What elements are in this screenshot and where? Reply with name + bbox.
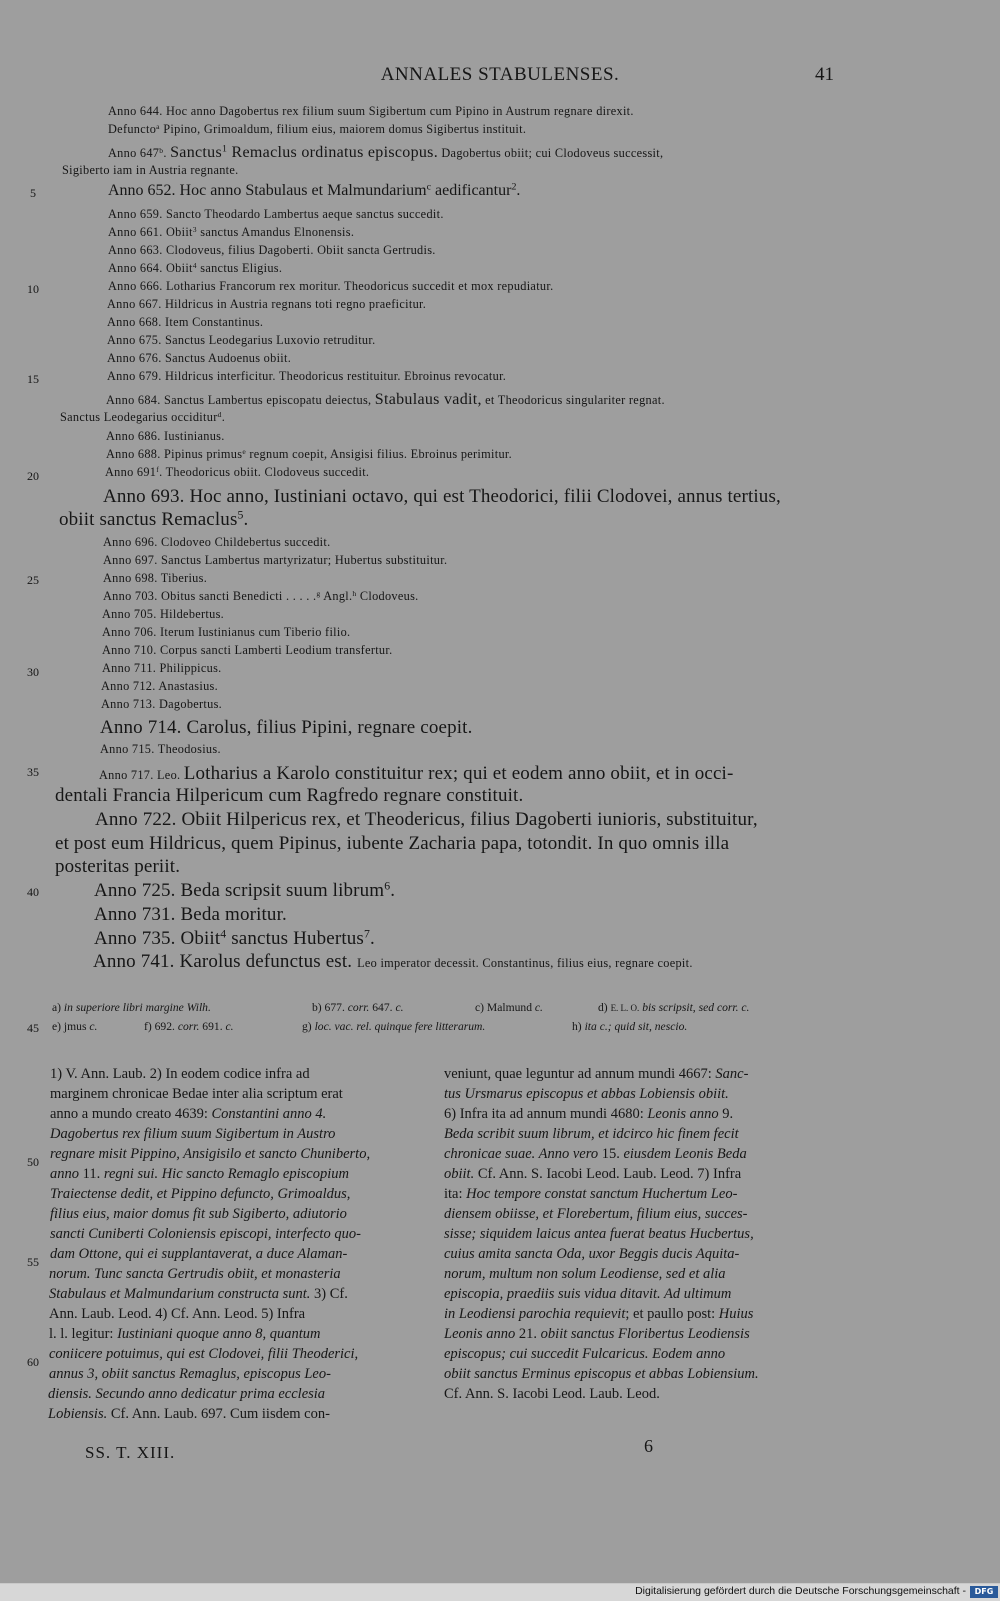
- dfg-logo-icon: DFG: [970, 1586, 998, 1598]
- annal-line: Anno 659. Sancto Theodardo Lambertus aeque sanctus succedit.: [108, 207, 444, 221]
- annal-line: Anno 647$^b$. Sanctus$^1$ Remaclus ordinatus episcopus. Dagobertus obiit; cui Clodoveus successit,: [108, 143, 664, 161]
- annal-line: Anno 644. Hoc anno Dagobertus rex filium suum Sigibertum cum Pipino in Austrum regnare direxit.: [108, 104, 634, 118]
- line-number: 5: [30, 186, 36, 200]
- footnote-line: anno 11. regni sui. Hic sancto Remaglo episcopium: [50, 1166, 349, 1182]
- annal-line: Anno 703. Obitus sancti Benedicti . . . . .$^g$ Angl.$^h$ Clodoveus.: [103, 588, 419, 603]
- annal-line: Anno 663. Clodoveus, filius Dagoberti. Obiit sancta Gertrudis.: [108, 243, 436, 257]
- annal-line: Anno 667. Hildricus in Austria regnans toti regno praeficitur.: [107, 297, 427, 311]
- footnote-line: regnare misit Pippino, Ansigisilo et sancto Chuniberto,: [50, 1146, 371, 1162]
- footnote-line: 6) Infra ita ad annum mundi 4680: Leonis anno 9.: [444, 1106, 734, 1122]
- footnote-line: ita: Hoc tempore constat sanctum Huchertum Leo-: [444, 1186, 738, 1202]
- line-number: 35: [27, 765, 39, 779]
- line-number: 55: [27, 1255, 39, 1269]
- line-number: 50: [27, 1155, 39, 1169]
- line-number: 30: [27, 665, 39, 679]
- footnote-line: Lobiensis. Cf. Ann. Laub. 697. Cum iisdem con-: [48, 1406, 330, 1422]
- footnote-line: coniicere potuimus, qui est Clodovei, filii Theoderici,: [49, 1346, 359, 1362]
- footnote-line: norum, multum non solum Leodiense, sed et alia: [444, 1266, 726, 1282]
- annal-line: Anno 714. Carolus, filius Pipini, regnare coepit.: [100, 717, 473, 738]
- annal-line: Anno 675. Sanctus Leodegarius Luxovio retruditur.: [107, 333, 376, 347]
- footnote-line: sancti Cuniberti Coloniensis episcopi, interfecto quo-: [50, 1226, 361, 1242]
- footnote-line: in Leodiensi parochia requievit; et paullo post: Huius: [444, 1306, 754, 1322]
- annal-line: Anno 676. Sanctus Audoenus obiit.: [107, 351, 292, 365]
- annal-line: Anno 697. Sanctus Lambertus martyrizatur; Hubertus substituitur.: [103, 553, 448, 567]
- annal-line: Anno 731. Beda moritur.: [94, 904, 287, 925]
- footnote-line: obiit sanctus Erminus episcopus et abbas Lobiensium.: [444, 1366, 759, 1382]
- annal-line: Anno 713. Dagobertus.: [101, 697, 223, 711]
- annal-line: obiit sanctus Remaclus$^5$.: [59, 508, 249, 530]
- footnote-line: chronicae suae. Anno vero 15. eiusdem Leonis Beda: [444, 1146, 747, 1162]
- annal-line: Anno 741. Karolus defunctus est. Leo imperator decessit. Constantinus, filius eius, regnare coepit.: [93, 951, 693, 972]
- footnote-line: Leonis anno 21. obiit sanctus Floribertus Leodiensis: [444, 1326, 750, 1342]
- variant-note: c) Malmund c.: [475, 1001, 543, 1014]
- annal-line: Anno 725. Beda scripsit suum librum$^6$.: [94, 879, 396, 901]
- annal-line: Anno 688. Pipinus primus$^e$ regnum coepit, Ansigisi filius. Ebroinus perimitur.: [106, 446, 512, 461]
- annal-line: Anno 715. Theodosius.: [100, 742, 221, 756]
- footnote-line: sisse; siquidem laicus antea fuerat beatus Hucbertus,: [444, 1226, 754, 1242]
- annal-line: Sigiberto iam in Austria regnante.: [62, 163, 239, 177]
- footnote-line: episcopia, praediis suis vidua ditavit. Ad ultimum: [444, 1286, 732, 1302]
- annal-line: Anno 722. Obiit Hilpericus rex, et Theodericus, filius Dagoberti iunioris, substituitur,: [95, 809, 758, 830]
- footnote-line: annus 3, obiit sanctus Remaglus, episcopus Leo-: [49, 1366, 331, 1382]
- annal-line: Anno 693. Hoc anno, Iustiniani octavo, qui est Theodorici, filii Clodovei, annus tertius,: [103, 486, 781, 507]
- page-number: 41: [815, 64, 834, 85]
- footnote-line: tus Ursmarus episcopus et abbas Lobiensis obiit.: [444, 1086, 729, 1102]
- footnote-line: 1) V. Ann. Laub. 2) In eodem codice infra ad: [50, 1066, 310, 1082]
- annal-line: Anno 706. Iterum Iustinianus cum Tiberio filio.: [102, 625, 351, 639]
- signature-mark: SS. T. XIII.: [85, 1443, 176, 1462]
- line-number: 40: [27, 885, 39, 899]
- annal-line: Anno 712. Anastasius.: [101, 679, 218, 693]
- line-number: 60: [27, 1355, 39, 1369]
- annal-line: posteritas periit.: [55, 856, 181, 877]
- annal-line: Sanctus Leodegarius occiditur$^d$.: [60, 409, 226, 424]
- annal-line: et post eum Hildricus, quem Pipinus, iubente Zacharia papa, totondit. In quo omnis illa: [55, 833, 730, 854]
- footnote-line: Stabulaus et Malmundarium constructa sunt. 3) Cf.: [49, 1286, 348, 1302]
- annal-line: Anno 666. Lotharius Francorum rex moritur. Theodoricus succedit et mox repudiatur.: [108, 279, 554, 293]
- variant-note: h) ita c.; quid sit, nescio.: [572, 1020, 688, 1033]
- footnote-line: l. l. legitur: Iustiniani quoque anno 8, quantum: [49, 1326, 321, 1342]
- folio-number: 6: [644, 1436, 653, 1456]
- footnote-line: obiit. Cf. Ann. S. Iacobi Leod. Laub. Leod. 7) Infra: [444, 1166, 742, 1182]
- line-number: 25: [27, 573, 39, 587]
- footnote-line: Cf. Ann. S. Iacobi Leod. Laub. Leod.: [444, 1386, 660, 1402]
- footnote-line: diensis. Secundo anno dedicatur prima ecclesia: [48, 1386, 326, 1402]
- footnote-line: anno a mundo creato 4639: Constantini anno 4.: [50, 1106, 327, 1122]
- footnote-line: cuius amita sancta Oda, uxor Beggis ducis Aquita-: [444, 1246, 740, 1262]
- footnote-line: filius eius, maior domus fit sub Sigiberto, adiutorio: [50, 1206, 347, 1222]
- variant-note: e) jmus c.: [52, 1020, 98, 1033]
- line-number: 20: [27, 469, 39, 483]
- annal-line: Anno 679. Hildricus interficitur. Theodoricus restituitur. Ebroinus revocatur.: [107, 369, 507, 383]
- footnote-line: Traiectense dedit, et Pippino defuncto, Grimoaldus,: [50, 1186, 351, 1202]
- variant-note: a) in superiore libri margine Wilh.: [52, 1001, 211, 1014]
- line-number: 10: [27, 282, 39, 296]
- annal-line: Anno 668. Item Constantinus.: [107, 315, 264, 329]
- credit-text: Digitalisierung gefördert durch die Deutsche Forschungsgemeinschaft -: [635, 1585, 966, 1597]
- variant-note: g) loc. vac. rel. quinque fere litterarum.: [302, 1020, 486, 1033]
- annal-line: Anno 705. Hildebertus.: [102, 607, 225, 621]
- variant-note: d) E. L. O. bis scripsit, sed corr. c.: [598, 1001, 750, 1014]
- footnote-line: Beda scribit suum librum, et idcirco hic finem fecit: [444, 1126, 739, 1142]
- footnote-line: Dagobertus rex filium suum Sigibertum in Austro: [50, 1126, 336, 1142]
- annal-line: Anno 661. Obiit$^3$ sanctus Amandus Elnonensis.: [108, 224, 355, 239]
- footnote-line: veniunt, quae leguntur ad annum mundi 4667: Sanc-: [444, 1066, 749, 1082]
- page-title: ANNALES STABULENSES.: [380, 64, 620, 85]
- footnote-line: Ann. Laub. Leod. 4) Cf. Ann. Leod. 5) Infra: [49, 1306, 306, 1322]
- annal-line: Defuncto$^a$ Pipino, Grimoaldum, filium eius, maiorem domus Sigibertus instituit.: [108, 121, 527, 136]
- line-number: 15: [27, 372, 39, 386]
- footnote-line: norum. Tunc sancta Gertrudis obiit, et monasteria: [49, 1266, 341, 1282]
- annal-line: Anno 686. Iustinianus.: [106, 429, 225, 443]
- annal-line: Anno 717. Leo. Lotharius a Karolo constituitur rex; qui et eodem anno obiit, et in occi-: [99, 763, 734, 784]
- annal-line: Anno 710. Corpus sancti Lamberti Leodium transfertur.: [102, 643, 393, 657]
- annal-line: Anno 691$^f$. Theodoricus obiit. Clodoveus succedit.: [105, 464, 370, 479]
- digitization-credit-bar: [0, 1583, 1000, 1601]
- footnote-line: dam Ottone, qui ei supplantaverat, a duce Alaman-: [50, 1246, 348, 1262]
- annal-line: Anno 664. Obiit$^4$ sanctus Eligius.: [108, 260, 283, 275]
- annal-line: Anno 735. Obiit$^4$ sanctus Hubertus$^7$.: [94, 927, 375, 949]
- running-head: [0, 64, 1000, 88]
- footnote-line: marginem chronicae Bedae inter alia scriptum erat: [50, 1086, 343, 1102]
- annal-line: Anno 652. Hoc anno Stabulaus et Malmundarium$^c$ aedificantur$^2$.: [108, 181, 521, 199]
- annal-line: Anno 711. Philippicus.: [102, 661, 222, 675]
- annal-line: Anno 696. Clodoveo Childebertus succedit.: [103, 535, 331, 549]
- annal-line: Anno 698. Tiberius.: [103, 571, 208, 585]
- annal-line: Anno 684. Sanctus Lambertus episcopatu deiectus, Stabulaus vadit, et Theodoricus singulariter regnat.: [106, 391, 665, 408]
- variant-note: b) 677. corr. 647. c.: [312, 1001, 404, 1014]
- footnote-line: diensem obiisse, et Florebertum, filium eius, succes-: [444, 1206, 748, 1222]
- footnote-line: episcopus; cui succedit Fulcaricus. Eodem anno: [444, 1346, 726, 1362]
- line-number: 45: [27, 1021, 39, 1035]
- variant-note: f) 692. corr. 691. c.: [144, 1020, 234, 1033]
- annal-line: dentali Francia Hilpericum cum Ragfredo regnare constituit.: [55, 785, 524, 806]
